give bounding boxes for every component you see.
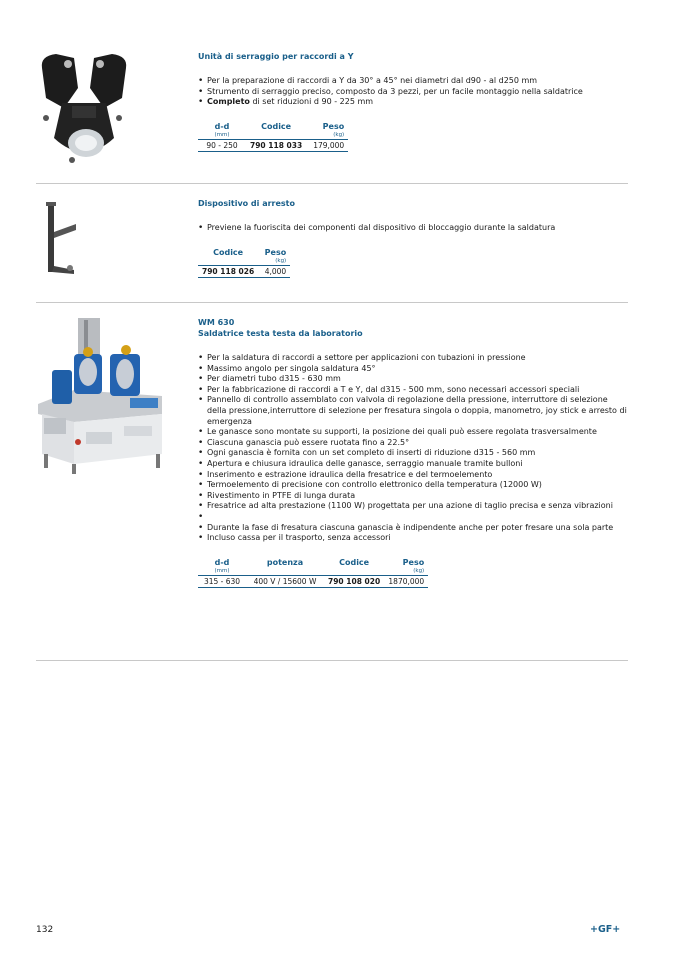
list-item: • Termoelemento di precisione con controllo elettronico della temperatura (12000 W) (198, 480, 628, 491)
list-item: • Per diametri tubo d315 - 630 mm (198, 374, 628, 385)
list-item: • Per la saldatura di raccordi a settore per applicazioni con tubazioni in pressione (198, 353, 628, 364)
unit-peso: (kg) (413, 567, 425, 574)
product-code: 790 118 033 (246, 139, 306, 151)
table-row: 790 118 026 4,000 (198, 265, 290, 277)
list-item: • Massimo angolo per singola saldatura 45° (198, 364, 628, 375)
list-item: • Per la fabbricazione di raccordi a T e Y, dal d315 - 500 mm, sono necessari accessori speciali (198, 385, 628, 396)
header-codice: Codice (261, 121, 292, 131)
product-subtitle: Saldatrice testa testa da laboratorio (198, 329, 363, 338)
product-code: 790 118 026 (198, 265, 258, 277)
header-potenza: potenza (266, 557, 304, 567)
table-row: 315 - 630 400 V / 15600 W 790 108 020 1870,000 (198, 575, 428, 587)
divider (36, 183, 628, 184)
header-peso: Peso (402, 557, 425, 567)
divider (36, 660, 628, 661)
list-item: • Pannello di controllo assemblato con valvola di regolazione della pressione, interruttore di selezione della pressione,interruttore di selezione per fresatura singola o doppia, manometro, joy stick e arresto di emergenza (198, 395, 628, 427)
list-item: • Ogni ganascia è fornita con un set completo di inserti di riduzione d315 - 560 mm (198, 448, 628, 459)
spec-table (198, 558, 428, 588)
list-item: • Ciascuna ganascia può essere ruotata fino a 22.5° (198, 438, 628, 449)
y-clamping-unit-image (34, 48, 134, 168)
spec-table (198, 122, 348, 152)
list-item: • Le ganasce sono montate su supporti, la posizione dei quali può essere regolata trasversalmente (198, 427, 628, 438)
feature-list (198, 223, 628, 234)
feature-list (198, 76, 628, 108)
unit-dd: (mm) (214, 131, 230, 138)
list-item: • Fresatrice ad alta prestazione (1100 W) progettata per una azione di taglio precisa e senza vibrazioni (198, 501, 628, 512)
feature-list (198, 353, 628, 544)
unit-dd: (mm) (214, 567, 230, 574)
product-title: WM 630 (198, 318, 235, 327)
list-item: • Incluso cassa per il trasporto, senza accessori (198, 533, 628, 544)
list-item: • Completo di set riduzioni d 90 - 225 mm (198, 97, 628, 108)
product-title: Unità di serraggio per raccordi a Y (198, 52, 354, 61)
header-peso: Peso (322, 121, 345, 131)
stop-device-image (40, 200, 80, 278)
list-item: • Inserimento e estrazione idraulica della fresatrice e del termoelemento (198, 470, 628, 481)
gf-logo: +GF+ (590, 924, 621, 935)
unit-peso: (kg) (275, 257, 287, 264)
list-item: • Per la preparazione di raccordi a Y da 30° a 45° nei diametri dal d90 - al d250 mm (198, 76, 628, 87)
list-item: • Strumento di serraggio preciso, composto da 3 pezzi, per un facile montaggio nella saldatrice (198, 87, 628, 98)
page-number: 132 (36, 925, 54, 935)
table-row: 90 - 250 790 118 033 179,000 (198, 139, 348, 151)
list-item: • Durante la fase di fresatura ciascuna ganascia è indipendente anche per poter fresare una sola parte (198, 523, 628, 534)
list-item: • Rivestimento in PTFE di lunga durata (198, 491, 628, 502)
unit-peso: (kg) (333, 131, 345, 138)
header-dd: d-d (214, 121, 230, 131)
list-item (198, 512, 628, 523)
product-code: 790 108 020 (324, 575, 384, 587)
spec-table (198, 248, 290, 278)
wm630-machine-image (34, 314, 166, 476)
header-dd: d-d (214, 557, 230, 567)
header-peso: Peso (264, 247, 287, 257)
list-item: • Apertura e chiusura idraulica delle ganasce, serraggio manuale tramite bulloni (198, 459, 628, 470)
header-codice: Codice (213, 247, 244, 257)
list-item: • Previene la fuoriscita dei componenti dal dispositivo di bloccaggio durante la saldatura (198, 223, 628, 234)
product-title: Dispositivo di arresto (198, 199, 295, 208)
header-codice: Codice (339, 557, 370, 567)
divider (36, 302, 628, 303)
